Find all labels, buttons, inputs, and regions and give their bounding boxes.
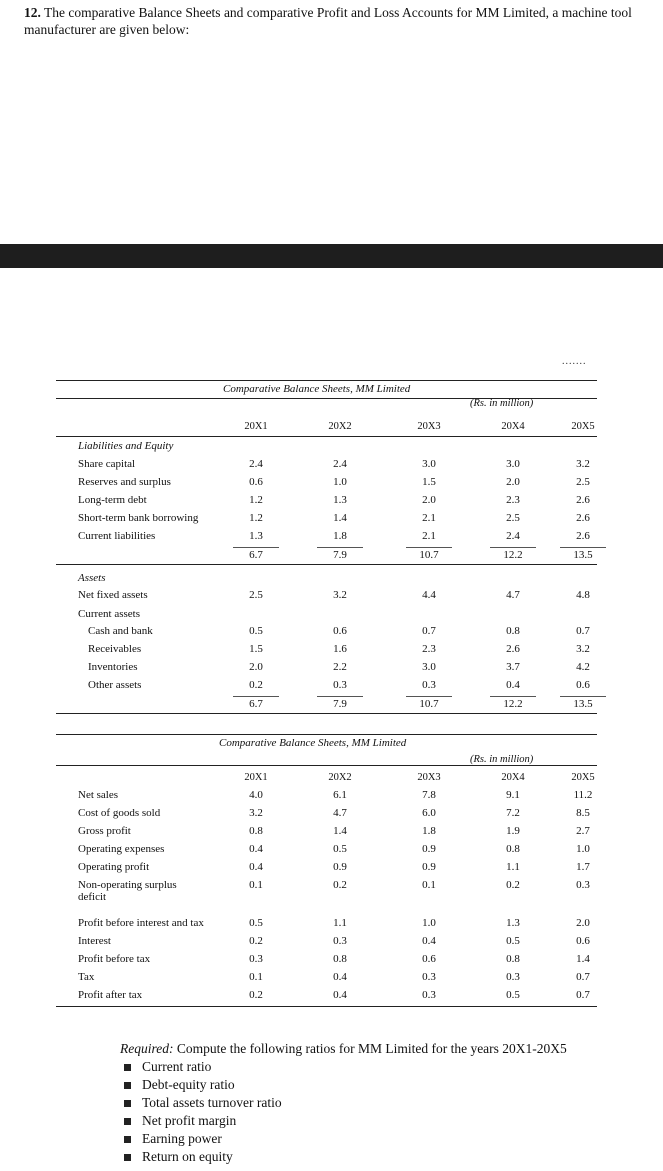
cell-value: 0.3 xyxy=(422,679,436,691)
table-row xyxy=(56,789,597,805)
cell-value: 0.7 xyxy=(422,625,436,637)
row-label: Inventories xyxy=(88,661,138,673)
year-header: 20X5 xyxy=(571,772,595,783)
cell-value: 2.5 xyxy=(506,512,520,524)
cell-value: 0.8 xyxy=(249,825,263,837)
table-row xyxy=(56,989,597,1005)
cell-value: 0.9 xyxy=(422,861,436,873)
table-row xyxy=(56,917,597,933)
balance-sheet-table xyxy=(56,376,597,716)
table-row xyxy=(56,861,597,877)
required-item: Net profit margin xyxy=(122,1112,567,1130)
table-row xyxy=(56,953,597,969)
total-value: 12.2 xyxy=(503,549,523,561)
table-rule xyxy=(56,713,597,714)
cell-value: 0.7 xyxy=(576,989,590,1001)
subtotal-rule xyxy=(317,547,363,548)
row-label: Interest xyxy=(78,935,111,947)
cell-value: 0.6 xyxy=(576,679,590,691)
cell-value: 3.0 xyxy=(422,661,436,673)
table-row xyxy=(56,494,597,510)
cell-value: 4.7 xyxy=(333,807,347,819)
row-label: Current liabilities xyxy=(78,530,156,542)
required-item: Return on equity xyxy=(122,1148,567,1166)
row-label: Other assets xyxy=(88,679,142,691)
cell-value: 1.5 xyxy=(249,643,263,655)
cell-value: 2.4 xyxy=(506,530,520,542)
row-label: Receivables xyxy=(88,643,142,655)
cell-value: 0.6 xyxy=(576,935,590,947)
total-row xyxy=(56,698,597,714)
cell-value: 3.2 xyxy=(249,807,263,819)
cell-value: 0.2 xyxy=(249,679,263,691)
table-row xyxy=(56,935,597,951)
year-header: 20X1 xyxy=(244,421,268,432)
required-label: Required: xyxy=(120,1041,174,1056)
row-label: Profit before interest and tax xyxy=(78,917,204,929)
cell-value: 2.1 xyxy=(422,512,436,524)
table-rule xyxy=(56,564,597,565)
table-row xyxy=(56,476,597,492)
bullet-icon xyxy=(124,1118,131,1125)
cell-value: 1.4 xyxy=(333,512,347,524)
cell-value: 0.1 xyxy=(249,971,263,983)
cell-value: 1.2 xyxy=(249,494,263,506)
cell-value: 0.3 xyxy=(333,935,347,947)
table-rule xyxy=(56,380,597,381)
cell-value: 0.1 xyxy=(422,879,436,891)
cell-value: 2.0 xyxy=(506,476,520,488)
total-value: 10.7 xyxy=(419,698,439,710)
cell-value: 2.6 xyxy=(576,494,590,506)
cell-value: 1.0 xyxy=(333,476,347,488)
cell-value: 0.4 xyxy=(249,843,263,855)
total-row xyxy=(56,549,597,565)
row-label: Short-term bank borrowing xyxy=(78,512,199,524)
row-label: Share capital xyxy=(78,458,136,470)
cell-value: 2.4 xyxy=(333,458,347,470)
year-header: 20X4 xyxy=(501,772,525,783)
cell-value: 0.8 xyxy=(506,953,520,965)
subtotal-rule xyxy=(233,547,279,548)
section-assets: Assets xyxy=(78,572,106,584)
row-label: Operating expenses xyxy=(78,843,165,855)
row-label: Net fixed assets xyxy=(78,589,148,601)
table-row xyxy=(56,512,597,528)
cell-value: 0.4 xyxy=(249,861,263,873)
bullet-icon xyxy=(124,1154,131,1161)
cell-value: 4.7 xyxy=(506,589,520,601)
cell-value: 0.4 xyxy=(422,935,436,947)
cell-value: 0.6 xyxy=(422,953,436,965)
question-number: 12. xyxy=(24,5,41,20)
year-header: 20X2 xyxy=(328,772,352,783)
ellipsis-marker: ....... xyxy=(562,356,587,367)
cell-value: 1.2 xyxy=(249,512,263,524)
required-item: Earning power xyxy=(122,1130,567,1148)
table-rule xyxy=(56,436,597,437)
cell-value: 3.2 xyxy=(576,643,590,655)
cell-value: 8.5 xyxy=(576,807,590,819)
required-section xyxy=(120,1040,567,1166)
subtotal-rule xyxy=(560,696,606,697)
cell-value: 7.2 xyxy=(506,807,520,819)
total-value: 6.7 xyxy=(249,698,263,710)
cell-value: 1.3 xyxy=(506,917,520,929)
cell-value: 2.3 xyxy=(422,643,436,655)
bullet-icon xyxy=(124,1100,131,1107)
cell-value: 2.3 xyxy=(506,494,520,506)
table-row xyxy=(56,608,597,624)
cell-value: 1.7 xyxy=(576,861,590,873)
bullet-icon xyxy=(124,1082,131,1089)
table-row xyxy=(56,589,597,605)
cell-value: 0.7 xyxy=(576,971,590,983)
cell-value: 9.1 xyxy=(506,789,520,801)
cell-value: 0.2 xyxy=(249,989,263,1001)
cell-value: 4.8 xyxy=(576,589,590,601)
cell-value: 1.3 xyxy=(249,530,263,542)
table-rule xyxy=(56,734,597,735)
total-value: 12.2 xyxy=(503,698,523,710)
cell-value: 1.0 xyxy=(422,917,436,929)
cell-value: 1.5 xyxy=(422,476,436,488)
table-row xyxy=(56,661,597,677)
cell-value: 1.4 xyxy=(333,825,347,837)
cell-value: 3.0 xyxy=(422,458,436,470)
table-row xyxy=(56,625,597,641)
total-value: 13.5 xyxy=(573,698,593,710)
cell-value: 0.2 xyxy=(333,879,347,891)
cell-value: 1.8 xyxy=(422,825,436,837)
cell-value: 0.6 xyxy=(249,476,263,488)
cell-value: 2.4 xyxy=(249,458,263,470)
subtotal-rule xyxy=(233,696,279,697)
table-row xyxy=(56,530,597,546)
subtotal-rule xyxy=(317,696,363,697)
table-caption: Comparative Balance Sheets, MM Limited xyxy=(223,383,411,395)
cell-value: 1.8 xyxy=(333,530,347,542)
cell-value: 0.5 xyxy=(333,843,347,855)
cell-value: 0.8 xyxy=(506,625,520,637)
year-header: 20X4 xyxy=(501,421,525,432)
row-label: Tax xyxy=(78,971,95,983)
table-row xyxy=(56,879,597,903)
cell-value: 2.6 xyxy=(576,530,590,542)
cell-value: 3.2 xyxy=(576,458,590,470)
cell-value: 11.2 xyxy=(573,789,593,801)
cell-value: 0.3 xyxy=(506,971,520,983)
row-label: Reserves and surplus xyxy=(78,476,171,488)
cell-value: 2.5 xyxy=(249,589,263,601)
year-header: 20X3 xyxy=(417,421,441,432)
cell-value: 0.2 xyxy=(506,879,520,891)
table-rule xyxy=(56,765,597,766)
cell-value: 0.5 xyxy=(249,625,263,637)
cell-value: 1.3 xyxy=(333,494,347,506)
table-row xyxy=(56,679,597,695)
row-label: Net sales xyxy=(78,789,119,801)
cell-value: 2.1 xyxy=(422,530,436,542)
table-row xyxy=(56,825,597,841)
cell-value: 0.4 xyxy=(333,971,347,983)
subtotal-rule xyxy=(490,547,536,548)
units-label: (Rs. in million) xyxy=(470,754,534,765)
cell-value: 0.6 xyxy=(333,625,347,637)
total-value: 6.7 xyxy=(249,549,263,561)
cell-value: 0.3 xyxy=(422,971,436,983)
cell-value: 0.4 xyxy=(506,679,520,691)
row-label: Profit before tax xyxy=(78,953,151,965)
subtotal-rule xyxy=(560,547,606,548)
cell-value: 0.3 xyxy=(333,679,347,691)
subtotal-rule xyxy=(490,696,536,697)
cell-value: 1.9 xyxy=(506,825,520,837)
cell-value: 1.6 xyxy=(333,643,347,655)
total-value: 7.9 xyxy=(333,549,347,561)
row-label: Gross profit xyxy=(78,825,131,837)
bullet-icon xyxy=(124,1064,131,1071)
cell-value: 0.3 xyxy=(576,879,590,891)
year-header: 20X3 xyxy=(417,772,441,783)
row-label: Non-operating surplus deficit xyxy=(78,879,177,903)
cell-value: 0.8 xyxy=(333,953,347,965)
table-row xyxy=(56,843,597,859)
cell-value: 0.3 xyxy=(422,989,436,1001)
profit-loss-table xyxy=(56,730,597,1010)
cell-value: 1.4 xyxy=(576,953,590,965)
question-body: The comparative Balance Sheets and comparative Profit and Loss Accounts for MM Limited, a machine tool manufacturer are given below: xyxy=(24,5,632,37)
subtotal-rule xyxy=(406,547,452,548)
year-header: 20X1 xyxy=(244,772,268,783)
cell-value: 4.2 xyxy=(576,661,590,673)
cell-value: 7.8 xyxy=(422,789,436,801)
cell-value: 6.1 xyxy=(333,789,347,801)
cell-value: 2.2 xyxy=(333,661,347,673)
cell-value: 3.2 xyxy=(333,589,347,601)
cell-value: 2.7 xyxy=(576,825,590,837)
table-row xyxy=(56,971,597,987)
row-label: Cash and bank xyxy=(88,625,153,637)
table-caption: Comparative Balance Sheets, MM Limited xyxy=(219,737,407,749)
row-label: Long-term debt xyxy=(78,494,147,506)
cell-value: 0.2 xyxy=(249,935,263,947)
cell-value: 0.5 xyxy=(506,935,520,947)
cell-value: 4.4 xyxy=(422,589,436,601)
row-label: Profit after tax xyxy=(78,989,143,1001)
year-header: 20X2 xyxy=(328,421,352,432)
cell-value: 2.5 xyxy=(576,476,590,488)
required-item: Total assets turnover ratio xyxy=(122,1094,567,1112)
table-row xyxy=(56,643,597,659)
required-list xyxy=(120,1058,567,1166)
dark-divider-band xyxy=(0,244,663,268)
total-value: 13.5 xyxy=(573,549,593,561)
cell-value: 1.1 xyxy=(506,861,520,873)
question-text xyxy=(24,4,644,38)
section-liabilities: Liabilities and Equity xyxy=(78,440,174,452)
table-row xyxy=(56,458,597,474)
cell-value: 0.3 xyxy=(249,953,263,965)
cell-value: 6.0 xyxy=(422,807,436,819)
cell-value: 0.8 xyxy=(506,843,520,855)
cell-value: 2.0 xyxy=(576,917,590,929)
cell-value: 0.5 xyxy=(506,989,520,1001)
row-label: Current assets xyxy=(78,608,141,620)
cell-value: 0.9 xyxy=(333,861,347,873)
cell-value: 0.5 xyxy=(249,917,263,929)
row-label: Cost of goods sold xyxy=(78,807,161,819)
total-value: 10.7 xyxy=(419,549,439,561)
cell-value: 0.4 xyxy=(333,989,347,1001)
required-item: Debt-equity ratio xyxy=(122,1076,567,1094)
row-label: Operating profit xyxy=(78,861,150,873)
cell-value: 3.0 xyxy=(506,458,520,470)
cell-value: 1.0 xyxy=(576,843,590,855)
cell-value: 0.1 xyxy=(249,879,263,891)
total-value: 7.9 xyxy=(333,698,347,710)
required-item: Current ratio xyxy=(122,1058,567,1076)
year-header: 20X5 xyxy=(571,421,595,432)
subtotal-rule xyxy=(406,696,452,697)
table-row xyxy=(56,807,597,823)
bullet-icon xyxy=(124,1136,131,1143)
cell-value: 2.0 xyxy=(249,661,263,673)
required-text: Compute the following ratios for MM Limited for the years 20X1-20X5 xyxy=(176,1041,567,1056)
cell-value: 1.1 xyxy=(333,917,347,929)
cell-value: 3.7 xyxy=(506,661,520,673)
table-rule xyxy=(56,1006,597,1007)
cell-value: 2.6 xyxy=(506,643,520,655)
cell-value: 0.7 xyxy=(576,625,590,637)
cell-value: 4.0 xyxy=(249,789,263,801)
cell-value: 2.6 xyxy=(576,512,590,524)
units-label: (Rs. in million) xyxy=(470,398,534,409)
cell-value: 2.0 xyxy=(422,494,436,506)
cell-value: 0.9 xyxy=(422,843,436,855)
